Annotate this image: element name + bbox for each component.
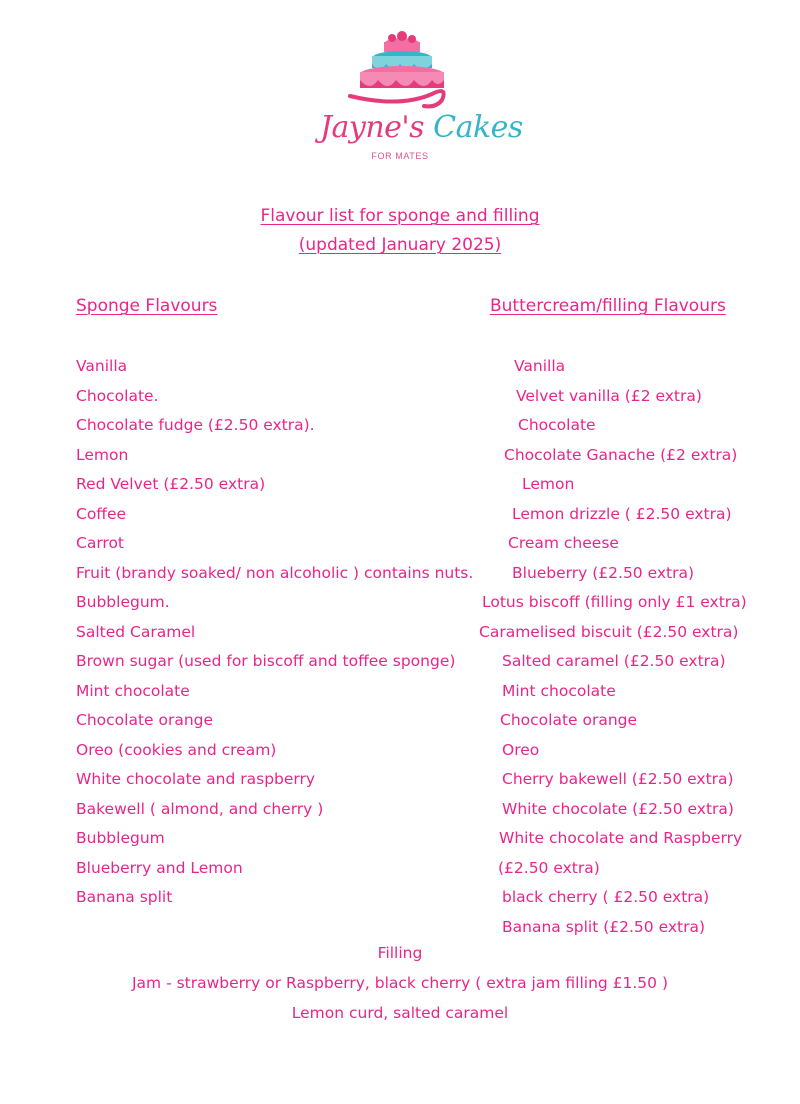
list-item: Lotus biscoff (filling only £1 extra)	[482, 593, 747, 611]
brand-name-part1: Jayne's	[320, 110, 425, 145]
list-item: Lemon drizzle ( £2.50 extra)	[512, 504, 732, 523]
list-item: Vanilla	[76, 357, 128, 375]
filling-heading: Filling	[377, 944, 423, 962]
list-item: White chocolate and Raspberry	[499, 829, 743, 847]
list-item: Red Velvet (£2.50 extra)	[76, 475, 266, 493]
list-item: Mint chocolate	[502, 681, 616, 700]
list-item: (£2.50 extra)	[498, 858, 600, 877]
list-item: Bakewell ( almond, and cherry )	[76, 799, 324, 818]
list-item: Banana split	[76, 888, 173, 906]
list-item: Carrot	[76, 534, 125, 552]
brand-name-part2: Cakes	[433, 110, 523, 145]
list-item: Chocolate orange	[500, 711, 638, 729]
list-item: Blueberry and Lemon	[76, 858, 243, 877]
list-item: Caramelised biscuit (£2.50 extra)	[479, 622, 739, 641]
list-item: Cherry bakewell (£2.50 extra)	[502, 770, 734, 788]
list-item: Bubblegum	[76, 829, 165, 847]
list-item: Mint chocolate	[76, 681, 190, 700]
list-item: Chocolate fudge (£2.50 extra).	[76, 416, 315, 434]
list-item: Chocolate.	[76, 386, 159, 405]
sponge-list	[76, 352, 476, 913]
list-item: Brown sugar (used for biscoff and toffee sponge)	[76, 652, 456, 670]
list-item: Cream cheese	[508, 534, 619, 552]
jaynes-cakes-logo	[320, 30, 523, 170]
list-item: Chocolate	[518, 416, 596, 434]
filling-line-2: Lemon curd, salted caramel	[291, 1004, 509, 1022]
list-item: Bubblegum.	[76, 593, 170, 611]
list-item: Blueberry (£2.50 extra)	[512, 563, 695, 582]
list-item: White chocolate (£2.50 extra)	[502, 799, 734, 818]
list-item: Velvet vanilla (£2 extra)	[516, 386, 702, 405]
list-item: Salted Caramel	[76, 622, 196, 641]
buttercream-heading: Buttercream/filling Flavours	[490, 296, 726, 316]
list-item: Fruit (brandy soaked/ non alcoholic ) contains nuts.	[76, 563, 474, 582]
filling-line-1: Jam - strawberry or Raspberry, black cherry ( extra jam filling £1.50 )	[131, 974, 669, 992]
list-item: Chocolate Ganache (£2 extra)	[504, 445, 738, 464]
list-item: Oreo (cookies and cream)	[76, 740, 277, 759]
buttercream-list	[470, 352, 747, 942]
list-item: black cherry ( £2.50 extra)	[502, 888, 710, 906]
list-item: Salted caramel (£2.50 extra)	[502, 652, 726, 670]
page-title: Flavour list for sponge and filling	[260, 206, 540, 226]
list-item: Lemon	[76, 445, 129, 464]
list-item: Oreo	[502, 740, 540, 759]
cake-icon	[320, 30, 480, 120]
list-item: White chocolate and raspberry	[76, 770, 316, 788]
list-item: Coffee	[76, 504, 127, 523]
list-item: Chocolate orange	[76, 711, 214, 729]
brand-tagline: FOR MATES	[371, 151, 429, 161]
brand-name	[320, 110, 523, 146]
page-subtitle: (updated January 2025)	[298, 235, 502, 255]
list-item: Lemon	[522, 475, 575, 493]
list-item: Vanilla	[514, 357, 566, 375]
sponge-heading: Sponge Flavours	[76, 296, 218, 316]
list-item: Banana split (£2.50 extra)	[502, 917, 706, 936]
